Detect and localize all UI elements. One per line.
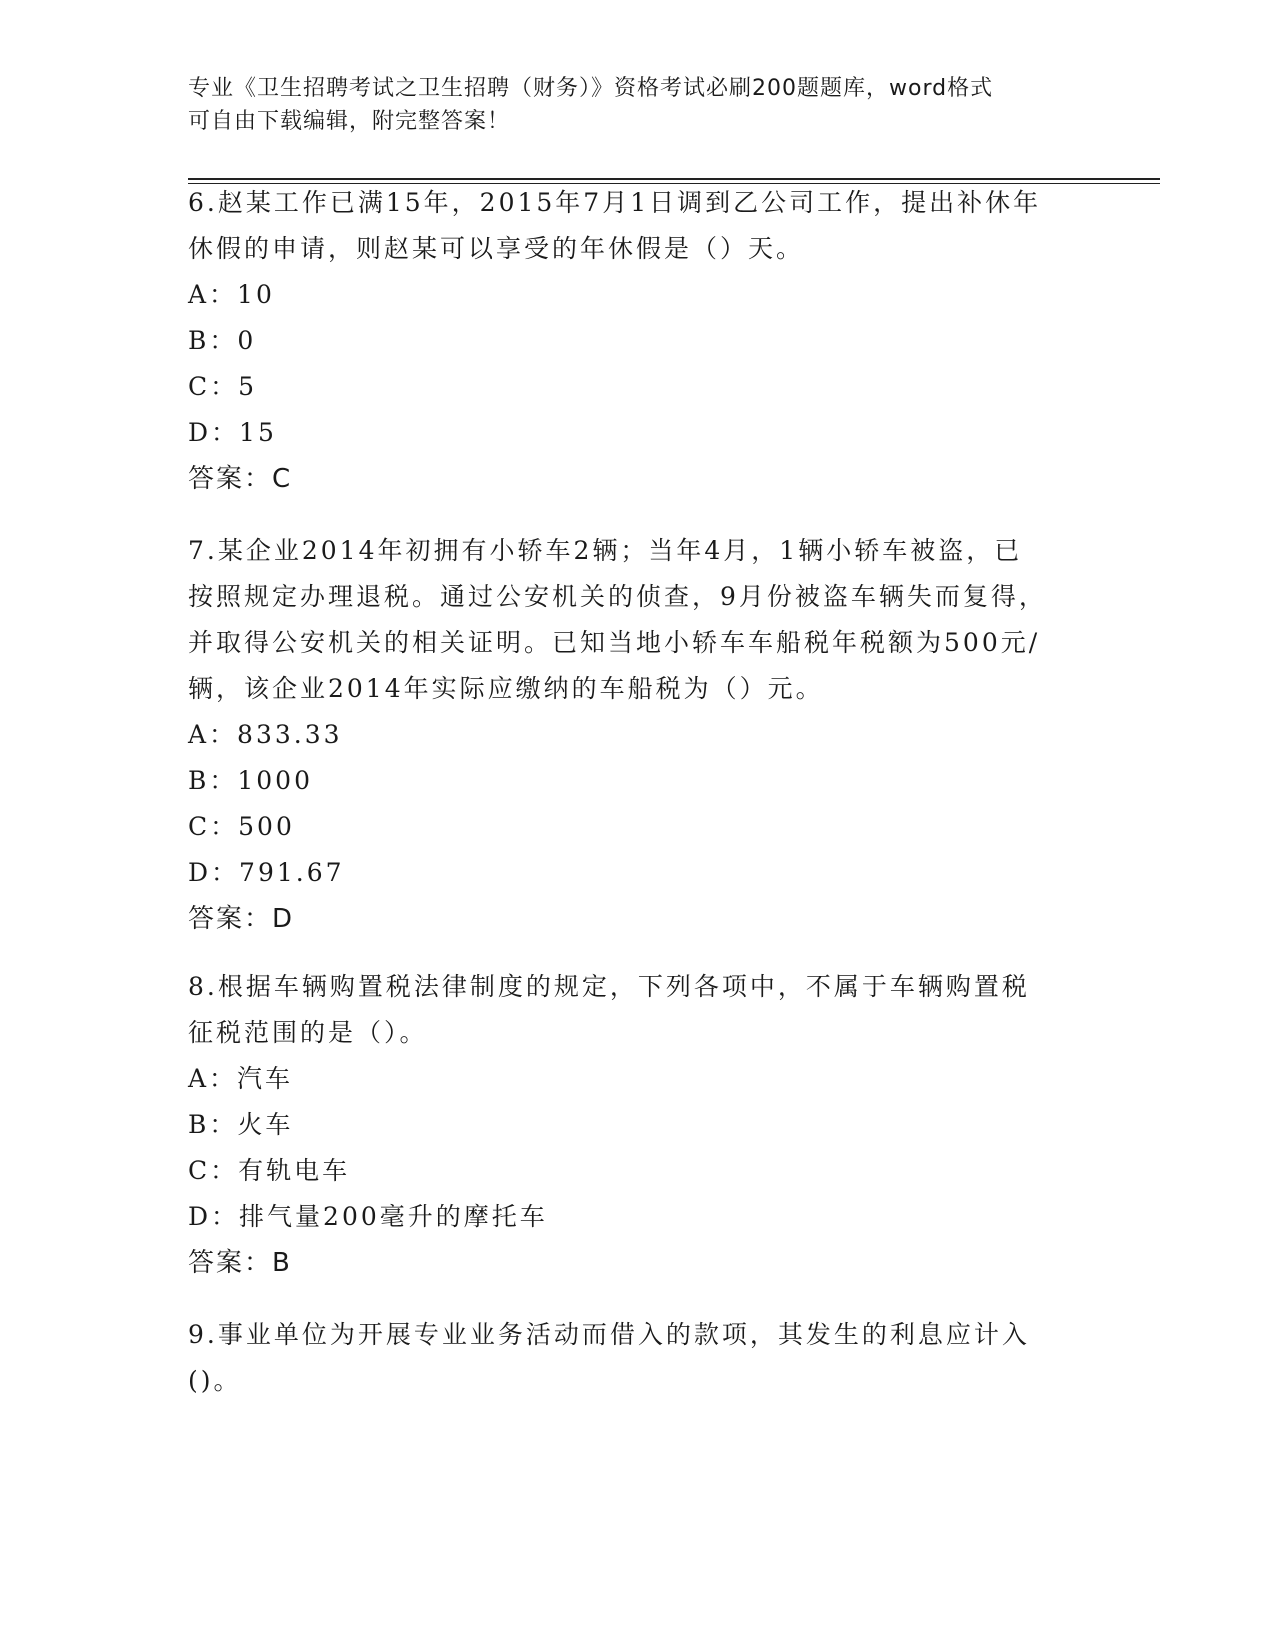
question-text-line: 8.根据车辆购置税法律制度的规定，下列各项中，不属于车辆购置税 <box>188 972 1030 1001</box>
document-header <box>188 72 1088 138</box>
option-d: D：15 <box>188 418 277 447</box>
question-text-line: 9.事业单位为开展专业业务活动而借入的款项，其发生的利息应计入 <box>188 1320 1030 1349</box>
option-b: B：火车 <box>188 1110 294 1139</box>
answer-value: C <box>272 464 292 494</box>
answer-value: B <box>272 1248 291 1278</box>
answer-label: 答案： <box>188 1248 273 1278</box>
question-text-line: 并取得公安机关的相关证明。已知当地小轿车车船税年税额为500元/ <box>188 628 1041 657</box>
answer-line <box>188 896 1088 942</box>
header-line-2: 可自由下载编辑，附完整答案！ <box>188 109 511 134</box>
option-a: A：10 <box>188 280 275 309</box>
option-c: C：有轨电车 <box>188 1156 351 1185</box>
question-text <box>188 964 1088 1056</box>
option-a: A：汽车 <box>188 1064 294 1093</box>
answer-label: 答案： <box>188 904 273 934</box>
answer-line <box>188 456 1088 502</box>
option-b: B：1000 <box>188 766 313 795</box>
option-a: A：833.33 <box>188 720 343 749</box>
option-c: C：5 <box>188 372 258 401</box>
answer-line <box>188 1240 1088 1286</box>
question-8 <box>188 964 1088 1286</box>
question-7 <box>188 528 1088 942</box>
question-9 <box>188 1312 1088 1404</box>
question-6 <box>188 180 1088 502</box>
question-text-line: 按照规定办理退税。通过公安机关的侦查，9月份被盗车辆失而复得， <box>188 582 1047 611</box>
question-text-line: 休假的申请，则赵某可以享受的年休假是（）天。 <box>188 234 805 263</box>
option-c: C：500 <box>188 812 295 841</box>
question-text <box>188 1312 1088 1404</box>
answer-value: D <box>272 904 294 934</box>
question-text-line: 7.某企业2014年初拥有小轿车2辆；当年4月，1辆小轿车被盗，已 <box>188 536 1023 565</box>
question-text-line: 6.赵某工作已满15年，2015年7月1日调到乙公司工作，提出补休年 <box>188 188 1042 217</box>
header-line-1: 专业《卫生招聘考试之卫生招聘（财务）》资格考试必刷200题题库，word格式 <box>188 76 994 101</box>
question-text-line: ()。 <box>188 1366 242 1395</box>
answer-label: 答案： <box>188 464 273 494</box>
question-text-line: 征税范围的是（）。 <box>188 1018 428 1047</box>
question-text-line: 辆，该企业2014年实际应缴纳的车船税为（）元。 <box>188 674 824 703</box>
question-text <box>188 528 1088 712</box>
option-d: D：791.67 <box>188 858 345 887</box>
option-d: D：排气量200毫升的摩托车 <box>188 1202 548 1231</box>
option-b: B：0 <box>188 326 257 355</box>
question-text <box>188 180 1088 272</box>
